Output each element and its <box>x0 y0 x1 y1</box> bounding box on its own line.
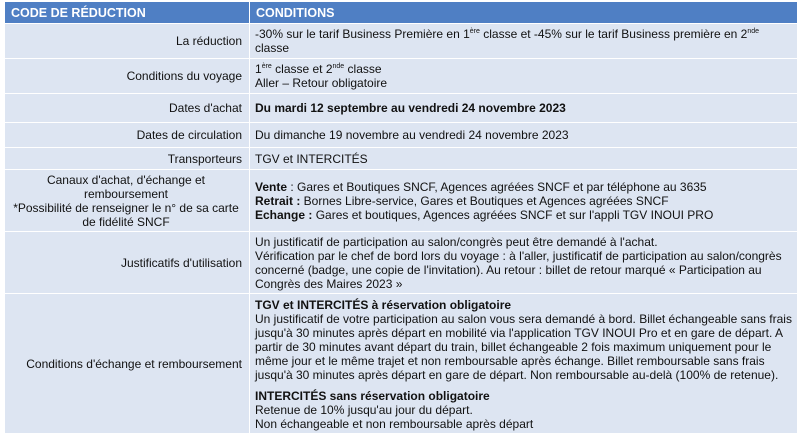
row-label-transporteurs: Transporteurs <box>5 148 250 170</box>
section-title-sans-reservation: INTERCITÉS sans réservation obligatoire <box>255 389 490 403</box>
header-conditions: CONDITIONS <box>250 2 798 24</box>
table-header-row <box>5 2 798 24</box>
conditions-table <box>4 1 798 434</box>
row-value-dates-circulation: Du dimanche 19 novembre au vendredi 24 novembre 2023 <box>250 123 798 148</box>
row-label-dates-achat: Dates d'achat <box>5 94 250 123</box>
table-row <box>5 232 798 294</box>
section-title-reservation: TGV et INTERCITÉS à réservation obligatoire <box>255 298 512 312</box>
row-value-transporteurs: TGV et INTERCITÉS <box>250 148 798 170</box>
table-row <box>5 24 798 59</box>
table-row <box>5 294 798 434</box>
row-label-echange: Conditions d'échange et remboursement <box>5 294 250 434</box>
row-label-justificatifs: Justificatifs d'utilisation <box>5 232 250 294</box>
table-row <box>5 170 798 232</box>
row-label-dates-circulation: Dates de circulation <box>5 123 250 148</box>
row-value-dates-achat: Du mardi 12 septembre au vendredi 24 novembre 2023 <box>250 94 798 123</box>
section-body-reservation: Un justificatif de votre participation au salon vous sera demandé à bord. Billet échangeable sans frais jusqu'à 30 minutes après départ en mobilité via l'application TGV INOUI Pro et en gare de départ. A partir de 30 minutes avant départ du train, billet échangeable 2 fois maximum uniquement pour le même jour et le même trajet et non remboursable après échange. Billet remboursable sans frais jusqu'à 30 minutes après départ en gare de départ. Non remboursable au-delà (100% de retenue). <box>255 312 792 382</box>
row-value-canaux: Vente : Gares et Boutiques SNCF, Agences agréées SNCF et par téléphone au 3635 Retrait : Bornes Libre-service, Gares et Boutiques et Agences agréées SNCF Echange : Gares et boutiques, Agences agréées SNCF et sur l'appli TGV INOUI PRO <box>250 170 798 232</box>
row-label-canaux: Canaux d'achat, d'échange et remboursement *Possibilité de renseigner le n° de sa carte de fidélité SNCF <box>5 170 250 232</box>
row-label-reduction: La réduction <box>5 24 250 59</box>
row-value-reduction: -30% sur le tarif Business Première en 1ère classe et -45% sur le tarif Business première en 2nde classe <box>250 24 798 59</box>
table-row <box>5 59 798 94</box>
row-value-voyage: 1ère classe et 2nde classe Aller – Retour obligatoire <box>250 59 798 94</box>
table-row <box>5 94 798 123</box>
table-row <box>5 148 798 170</box>
row-value-echange: TGV et INTERCITÉS à réservation obligatoire Un justificatif de votre participation au salon vous sera demandé à bord. Billet échangeable sans frais jusqu'à 30 minutes après départ en mobilité via l'application TGV INOUI Pro et en gare de départ. A partir de 30 minutes avant départ du train, billet échangeable 2 fois maximum uniquement pour le même jour et le même trajet et non remboursable après échange. Billet remboursable sans frais jusqu'à 30 minutes après départ en gare de départ. Non remboursable au-delà (100% de retenue). INTERCITÉS sans réservation obligatoire Retenue de 10% jusqu'au jour du départ. Non échangeable et non remboursable après départ <box>250 294 798 434</box>
row-label-voyage: Conditions du voyage <box>5 59 250 94</box>
table-row <box>5 123 798 148</box>
header-code: CODE DE RÉDUCTION <box>5 2 250 24</box>
row-value-justificatifs: Un justificatif de participation au salon/congrès peut être demandé à l'achat. Vérification par le chef de bord lors du voyage : à l'aller, justificatif de participation au salon/congrès concerné (badge, une copie de l'invitation). Au retour : billet de retour marqué « Participation au Congrès des Maires 2023 » <box>250 232 798 294</box>
